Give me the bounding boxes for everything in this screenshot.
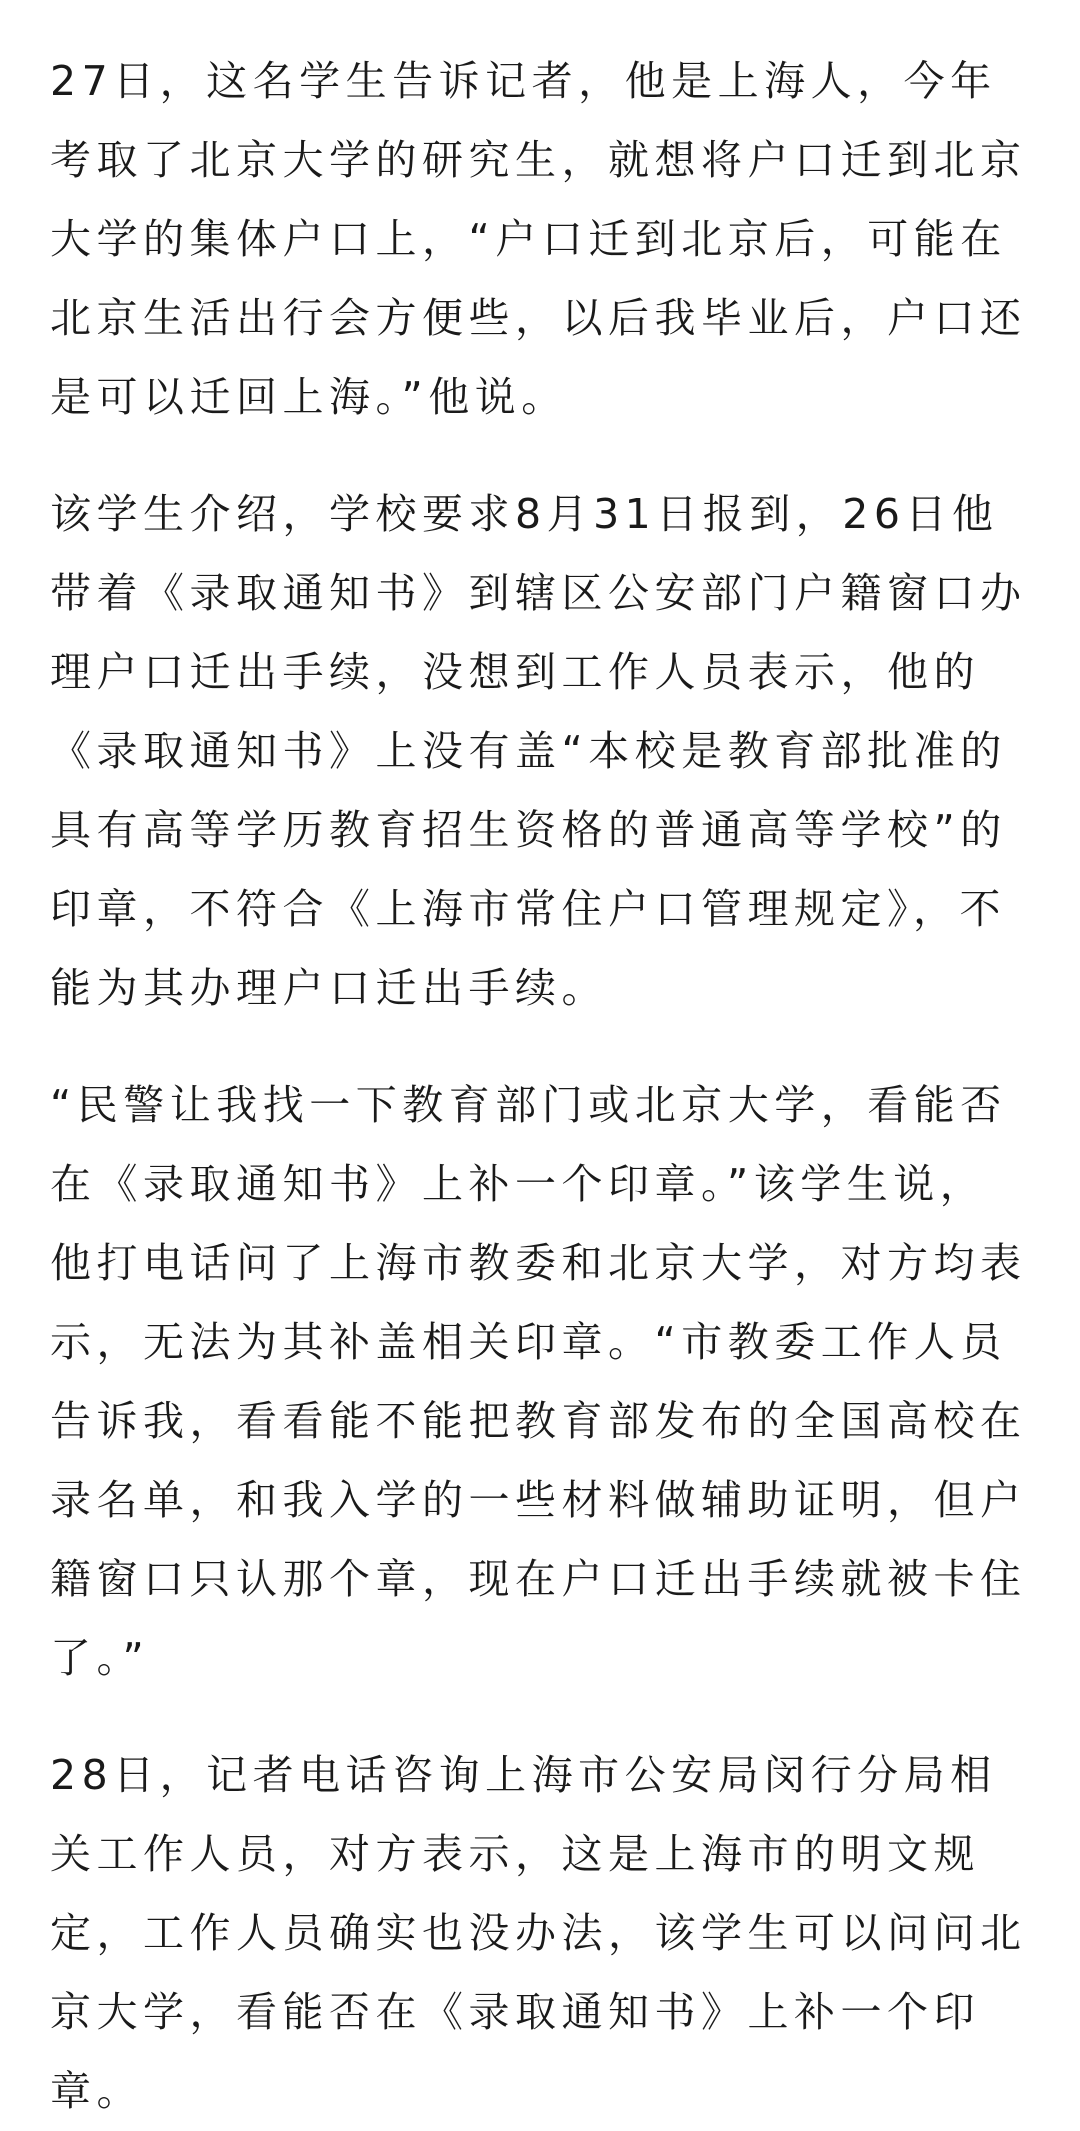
paragraph-2: 该学生介绍，学校要求8月31日报到，26日他带着《录取通知书》到辖区公安部门户籍窗口办理户口迁出手续，没想到工作人员表示，他的《录取通知书》上没有盖“本校是教育部批准的具有高等学历教育招生资格的普通高等学校”的印章，不符合《上海市常住户口管理规定》，不能为其办理户口迁出手续。 [50,490,1027,1012]
paragraph-1: 27日，这名学生告诉记者，他是上海人，今年考取了北京大学的研究生，就想将户口迁到北京大学的集体户口上，“户口迁到北京后，可能在北京生活出行会方便些，以后我毕业后，户口还是可以迁回上海。”他说。 [50,57,1027,421]
article-body [50,42,1030,2131]
paragraph-3: “民警让我找一下教育部门或北京大学，看能否在《录取通知书》上补一个印章。”该学生说，他打电话问了上海市教委和北京大学，对方均表示，无法为其补盖相关印章。“市教委工作人员告诉我，看看能不能把教育部发布的全国高校在录名单，和我入学的一些材料做辅助证明，但户籍窗口只认那个章，现在户口迁出手续就被卡住了。” [50,1081,1027,1682]
paragraph-4: 28日，记者电话咨询上海市公安局闵行分局相关工作人员，对方表示，这是上海市的明文规定，工作人员确实也没办法，该学生可以问问北京大学，看能否在《录取通知书》上补一个印章。 [50,1751,1027,2115]
